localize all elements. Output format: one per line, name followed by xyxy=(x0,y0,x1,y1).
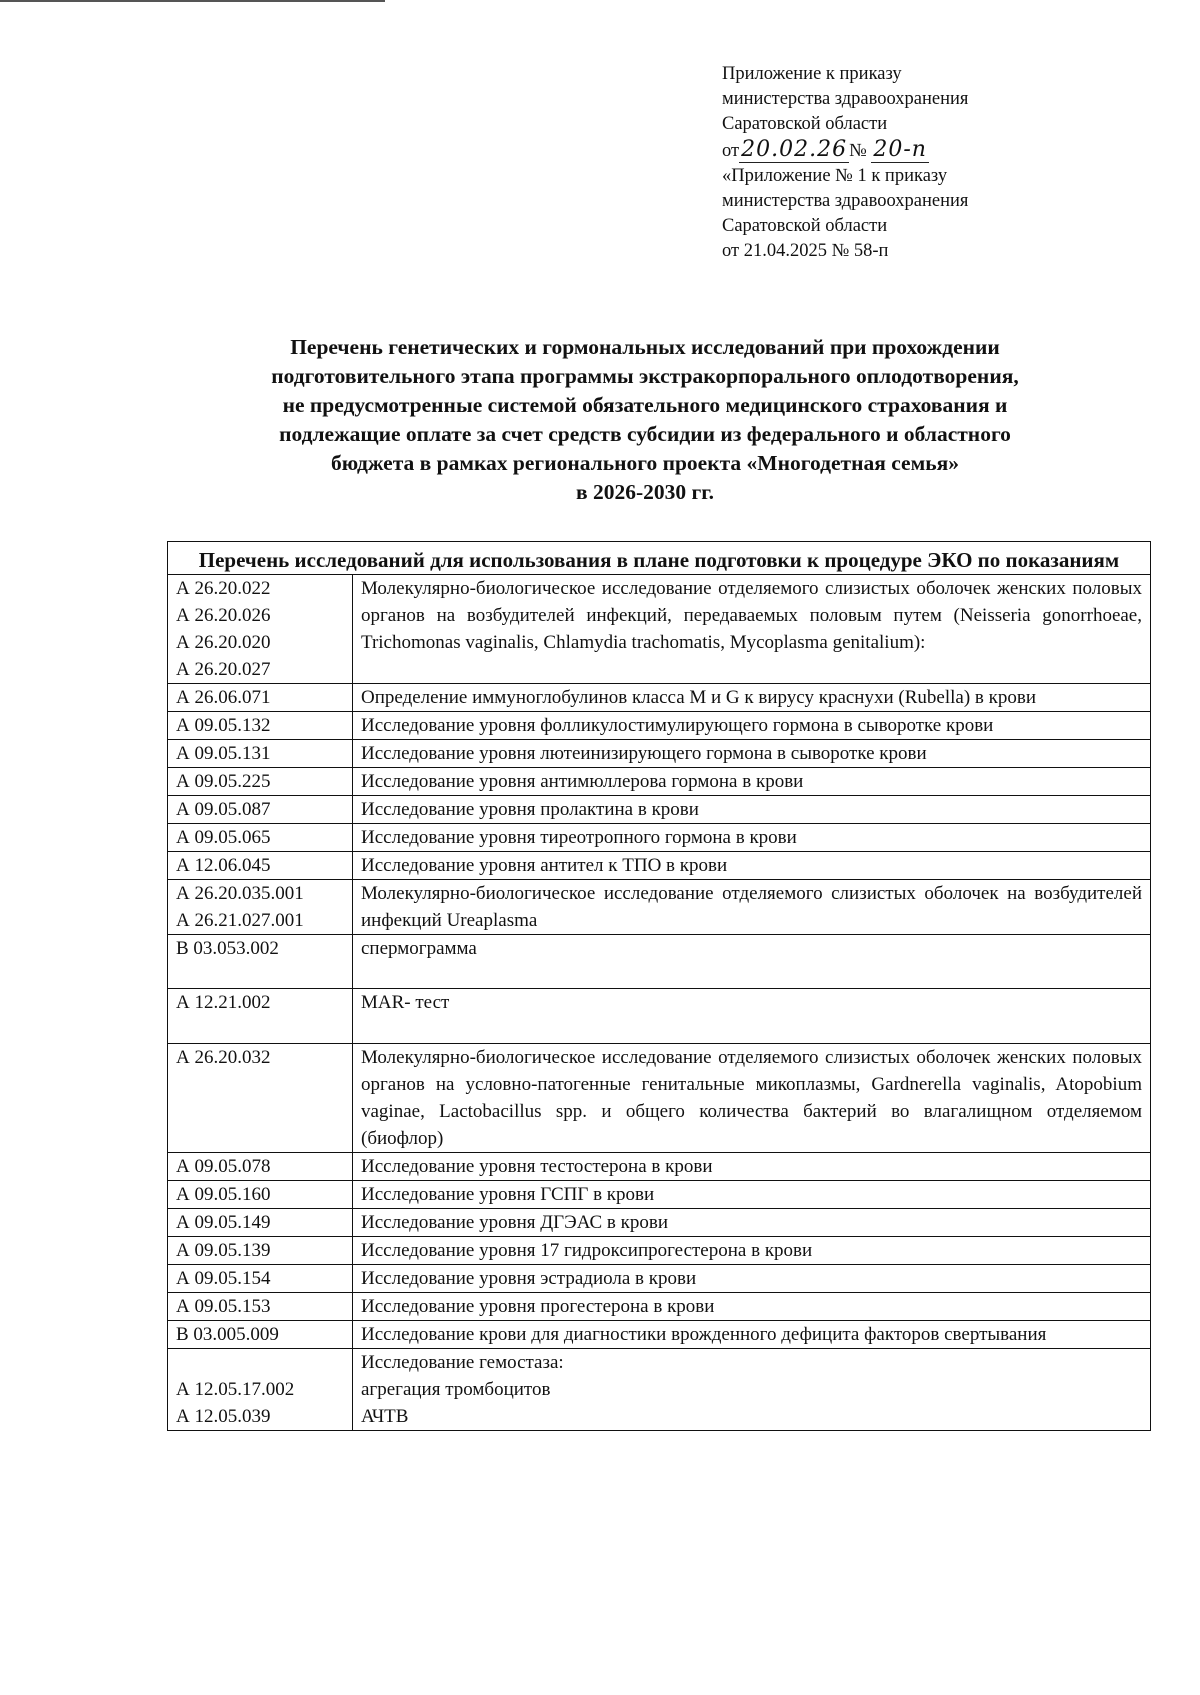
table-row xyxy=(168,880,1151,935)
service-code: А 09.05.132 xyxy=(176,715,271,736)
description-cell: MAR- тест xyxy=(353,989,1151,1044)
code-cell xyxy=(168,1209,353,1237)
description-cell: Исследование уровня 17 гидроксипрогестерона в крови xyxy=(353,1237,1151,1265)
table-row xyxy=(168,1044,1151,1153)
document-title xyxy=(160,333,1130,507)
code-cell xyxy=(168,1153,353,1181)
tests-table-wrapper xyxy=(167,541,1151,1431)
service-code: А 12.06.045 xyxy=(176,855,271,876)
table-row xyxy=(168,684,1151,712)
handwritten-number: 20-п xyxy=(873,137,927,162)
table-row xyxy=(168,575,1151,684)
service-code: В 03.053.002 xyxy=(176,938,279,959)
table-row xyxy=(168,1153,1151,1181)
annex-date-line xyxy=(722,137,1082,164)
table-row xyxy=(168,740,1151,768)
title-line: бюджета в рамках регионального проекта «Многодетная семья» xyxy=(331,451,959,475)
annex-line: министерства здравоохранения xyxy=(722,89,969,109)
table-header-row xyxy=(168,542,1151,575)
service-code: А 26.20.026 xyxy=(176,605,271,626)
code-cell xyxy=(168,768,353,796)
code-cell xyxy=(168,989,353,1044)
code-cell xyxy=(168,1237,353,1265)
description-cell: Исследование уровня тиреотропного гормона в крови xyxy=(353,824,1151,852)
code-cell xyxy=(168,1265,353,1293)
code-cell xyxy=(168,935,353,989)
hemostasis-heading: Исследование гемостаза: xyxy=(361,1352,564,1373)
service-code: А 12.05.17.002 xyxy=(176,1379,295,1400)
service-code: А 09.05.087 xyxy=(176,799,271,820)
annex-line: Саратовской области xyxy=(722,216,888,236)
table-row xyxy=(168,989,1151,1044)
table-row xyxy=(168,824,1151,852)
service-code: А 26.21.027.001 xyxy=(176,910,304,931)
service-code: А 09.05.078 xyxy=(176,1156,271,1177)
table-row xyxy=(168,796,1151,824)
service-code: А 26.20.035.001 xyxy=(176,883,304,904)
tests-table xyxy=(167,541,1151,1431)
service-code: А 26.20.022 xyxy=(176,578,271,599)
description-cell: Исследование уровня прогестерона в крови xyxy=(353,1293,1151,1321)
table-header: Перечень исследований для использования в плане подготовки к процедуре ЭКО по показаниям xyxy=(168,542,1151,575)
code-cell xyxy=(168,1181,353,1209)
description-cell: Молекулярно-биологическое исследование отделяемого слизистых оболочек на возбудителей инфекций Ureaplasma xyxy=(353,880,1151,935)
table-row xyxy=(168,1209,1151,1237)
description-cell: Исследование крови для диагностики врожденного дефицита факторов свертывания xyxy=(353,1321,1151,1349)
service-code: А 26.20.027 xyxy=(176,659,271,680)
description-cell: Исследование уровня пролактина в крови xyxy=(353,796,1151,824)
annex-line: от 21.04.2025 № 58-п xyxy=(722,241,889,261)
scan-edge-line xyxy=(0,0,385,2)
code-cell xyxy=(168,852,353,880)
table-body xyxy=(168,575,1151,1431)
title-line: подлежащие оплате за счет средств субсидии из федерального и областного xyxy=(279,422,1011,446)
number-prefix: № xyxy=(849,141,867,161)
date-prefix: от xyxy=(722,141,740,161)
table-row xyxy=(168,852,1151,880)
service-code: А 09.05.153 xyxy=(176,1296,271,1317)
table-row xyxy=(168,712,1151,740)
annex-line: министерства здравоохранения xyxy=(722,191,969,211)
service-code: А 09.05.154 xyxy=(176,1268,271,1289)
table-row xyxy=(168,1321,1151,1349)
description-cell: Исследование уровня ГСПГ в крови xyxy=(353,1181,1151,1209)
service-code: А 26.20.032 xyxy=(176,1047,271,1068)
description-cell: Исследование уровня тестостерона в крови xyxy=(353,1153,1151,1181)
code-cell xyxy=(168,740,353,768)
annex-line: «Приложение № 1 к приказу xyxy=(722,166,948,186)
title-line: в 2026-2030 гг. xyxy=(576,480,714,504)
table-row-hemostasis xyxy=(168,1349,1151,1431)
code-cell xyxy=(168,575,353,684)
code-cell xyxy=(168,880,353,935)
description-cell: Исследование уровня антител к ТПО в крови xyxy=(353,852,1151,880)
description-cell: Исследование уровня лютеинизирующего гормона в сыворотке крови xyxy=(353,740,1151,768)
service-code: А 09.05.225 xyxy=(176,771,271,792)
code-cell xyxy=(168,1321,353,1349)
table-row xyxy=(168,1265,1151,1293)
hemostasis-item: агрегация тромбоцитов xyxy=(361,1379,551,1400)
service-code: А 12.21.002 xyxy=(176,992,271,1013)
code-cell xyxy=(168,1349,353,1431)
title-line: подготовительного этапа программы экстракорпорального оплодотворения, xyxy=(271,364,1019,388)
description-cell: Исследование уровня эстрадиола в крови xyxy=(353,1265,1151,1293)
code-cell xyxy=(168,1293,353,1321)
description-cell: Молекулярно-биологическое исследование отделяемого слизистых оболочек женских половых органов на возбудителей инфекций, передаваемых половым путем (Neisseria gonorrhoeae, Trichomonas vaginalis, Chlamydia trachomatis, Mycoplasma genitalium): xyxy=(353,575,1151,684)
annex-block xyxy=(722,62,1082,264)
table-row xyxy=(168,1237,1151,1265)
code-cell xyxy=(168,684,353,712)
table-row xyxy=(168,1293,1151,1321)
table-row xyxy=(168,1181,1151,1209)
service-code: А 09.05.065 xyxy=(176,827,271,848)
service-code: А 09.05.131 xyxy=(176,743,271,764)
code-spacer xyxy=(176,1349,344,1376)
title-line: не предусмотренные системой обязательного медицинского страхования и xyxy=(282,393,1008,417)
annex-line: Приложение к приказу xyxy=(722,64,902,84)
service-code: А 09.05.160 xyxy=(176,1184,271,1205)
code-cell xyxy=(168,796,353,824)
service-code: А 09.05.149 xyxy=(176,1212,271,1233)
service-code: А 12.05.039 xyxy=(176,1406,271,1427)
description-cell: Исследование уровня антимюллерова гормона в крови xyxy=(353,768,1151,796)
service-code: А 09.05.139 xyxy=(176,1240,271,1261)
annex-line: Саратовской области xyxy=(722,114,888,134)
description-cell: Молекулярно-биологическое исследование отделяемого слизистых оболочек женских половых органов на условно-патогенные генитальные микоплазмы, Gardnerella vaginalis, Atopobium vaginae, Lactobacillus spp. и общего количества бактерий во влагалищном отделяемом (биофлор) xyxy=(353,1044,1151,1153)
service-code: В 03.005.009 xyxy=(176,1324,279,1345)
code-cell xyxy=(168,824,353,852)
description-cell: спермограмма xyxy=(353,935,1151,989)
service-code: А 26.20.020 xyxy=(176,632,271,653)
description-cell: Исследование уровня ДГЭАС в крови xyxy=(353,1209,1151,1237)
code-cell xyxy=(168,1044,353,1153)
code-cell xyxy=(168,712,353,740)
table-row xyxy=(168,768,1151,796)
table-row xyxy=(168,935,1151,989)
title-line: Перечень генетических и гормональных исследований при прохождении xyxy=(290,335,1000,359)
hemostasis-item: АЧТВ xyxy=(361,1406,409,1427)
description-cell xyxy=(353,1349,1151,1431)
handwritten-date: 20.02.26 xyxy=(741,137,848,162)
description-cell: Исследование уровня фолликулостимулирующего гормона в сыворотке крови xyxy=(353,712,1151,740)
description-cell: Определение иммуноглобулинов класса M и G к вирусу краснухи (Rubella) в крови xyxy=(353,684,1151,712)
service-code: А 26.06.071 xyxy=(176,687,271,708)
